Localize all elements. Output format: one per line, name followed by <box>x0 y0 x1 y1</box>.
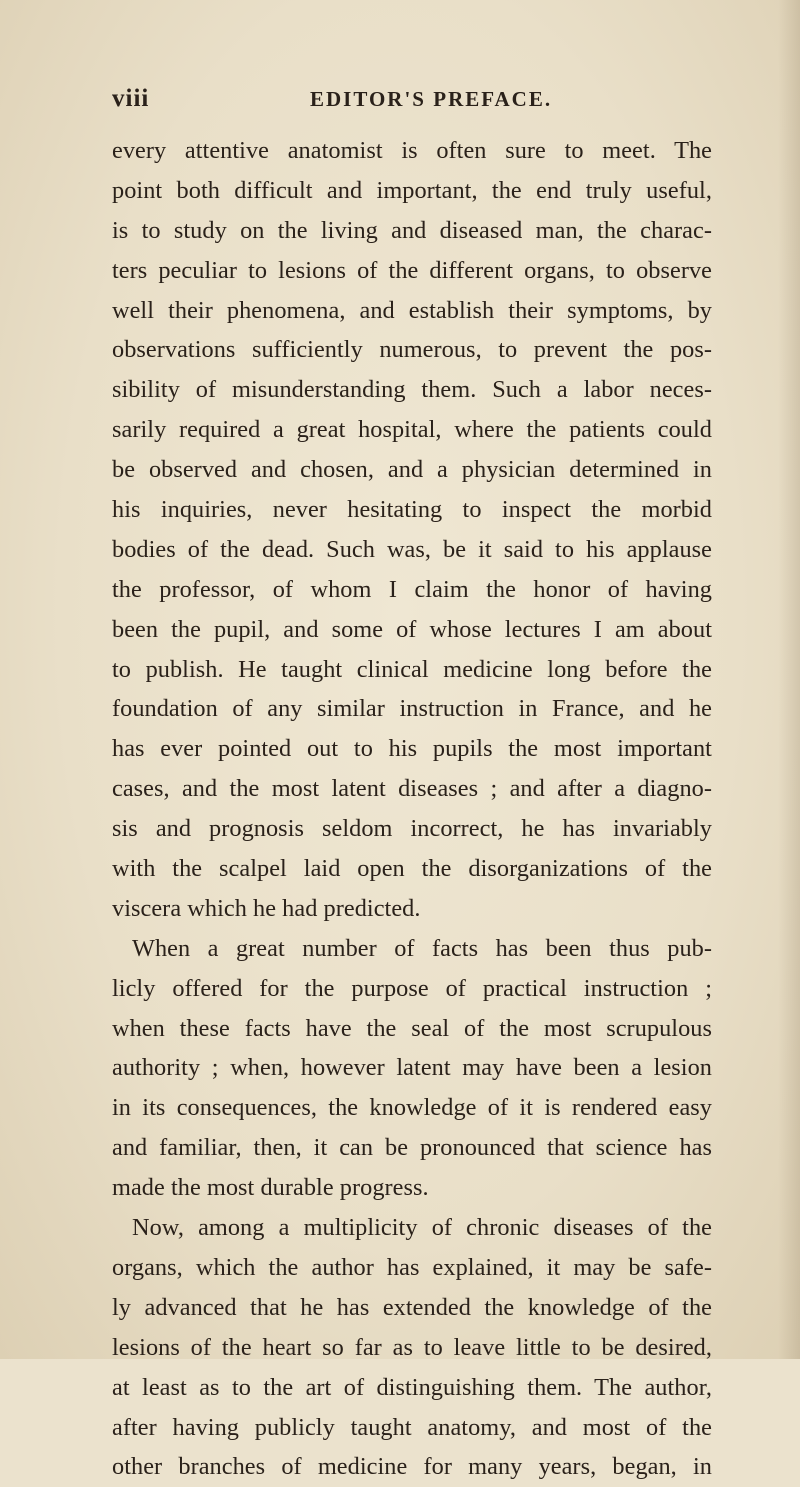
text-line: licly offered for the purpose of practical instruction ; <box>112 974 712 1002</box>
text-line: after having publicly taught anatomy, and most of the <box>112 1413 712 1441</box>
text-line: bodies of the dead. Such was, be it said to his applause <box>112 535 712 563</box>
text-line: and familiar, then, it can be pronounced that science has <box>112 1134 712 1162</box>
text-line: the professor, of whom I claim the honor of having <box>112 575 712 603</box>
text-line: cases, and the most latent diseases ; and after a diagno- <box>112 775 712 803</box>
page-number: viii <box>112 85 150 112</box>
running-head: EDITOR'S PREFACE. <box>310 87 553 111</box>
text-line: other branches of medicine for many years, began, in <box>112 1453 712 1481</box>
text-line: ly advanced that he has extended the knowledge of the <box>112 1293 712 1321</box>
text-line: his inquiries, never hesitating to inspect the morbid <box>112 496 712 524</box>
text-line: ters peculiar to lesions of the different organs, to observe <box>112 256 712 284</box>
text-line: when these facts have the seal of the most scrupulous <box>112 1014 712 1042</box>
text-line: sis and prognosis seldom incorrect, he has invariably <box>112 815 712 843</box>
text-line: to publish. He taught clinical medicine long before the <box>112 655 712 683</box>
text-line: foundation of any similar instruction in France, and he <box>112 695 712 723</box>
text-line: been the pupil, and some of whose lectures I am about <box>112 615 712 643</box>
text-line: sarily required a great hospital, where the patients could <box>112 416 712 444</box>
text-line: When a great number of facts has been thus pub- <box>132 934 712 962</box>
page-edge-shadow <box>778 0 800 1359</box>
text-line: Now, among a multiplicity of chronic diseases of the <box>132 1214 712 1242</box>
text-line: viscera which he had predicted. <box>112 894 421 922</box>
text-line: authority ; when, however latent may have been a lesion <box>112 1054 712 1082</box>
text-line: with the scalpel laid open the disorganizations of the <box>112 855 712 883</box>
text-line: lesions of the heart so far as to leave little to be desired, <box>112 1333 712 1361</box>
text-line: be observed and chosen, and a physician determined in <box>112 456 712 484</box>
text-line: made the most durable progress. <box>112 1174 429 1202</box>
text-line: observations sufficiently numerous, to prevent the pos- <box>112 336 712 364</box>
text-line: has ever pointed out to his pupils the most important <box>112 735 712 763</box>
text-line: sibility of misunderstanding them. Such a labor neces- <box>112 376 712 404</box>
text-line: at least as to the art of distinguishing them. The author, <box>112 1373 712 1401</box>
text-line: well their phenomena, and establish their symptoms, by <box>112 296 712 324</box>
text-line: organs, which the author has explained, it may be safe- <box>112 1253 712 1281</box>
text-line: every attentive anatomist is often sure to meet. The <box>112 137 712 164</box>
page-header <box>112 85 712 115</box>
text-line: point both difficult and important, the end truly useful, <box>112 176 712 204</box>
text-line: is to study on the living and diseased man, the charac- <box>112 216 712 244</box>
text-line: in its consequences, the knowledge of it is rendered easy <box>112 1094 712 1122</box>
body-text <box>112 131 712 1487</box>
